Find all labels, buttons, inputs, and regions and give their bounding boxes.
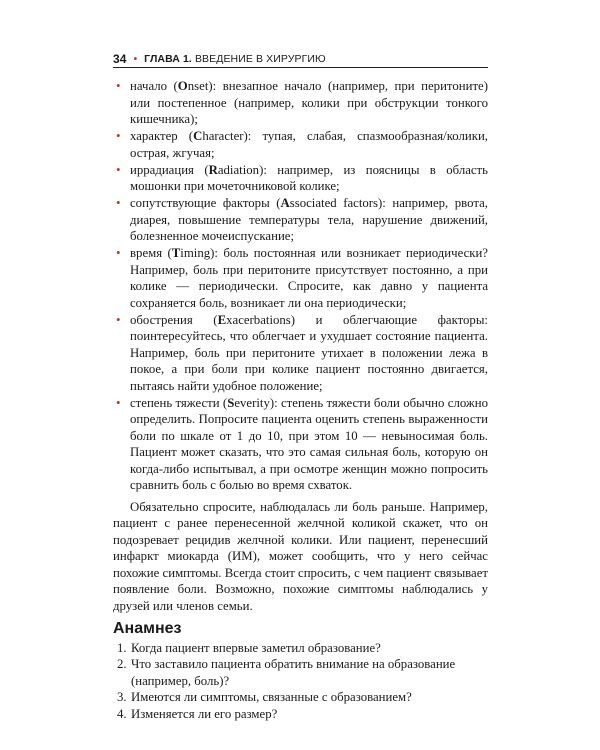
bullet-separator: •: [133, 53, 138, 65]
chapter-label: ГЛАВА 1.: [144, 53, 192, 65]
chapter-title: ВВЕДЕНИЕ В ХИРУРГИЮ: [194, 53, 326, 65]
bullet-icon: •: [116, 128, 121, 143]
anamnesis-questions: [113, 640, 488, 723]
list-item: • начало (Onset): внезапное начало (например, при перитоните) или постепенное (например, колики при обструкции тонкого кишечника);: [116, 78, 488, 126]
list-item: • степень тяжести (Severity): степень тяжести боли обычно сложно определить. Попросите пациента оценить степень выраженности боли по шкале от 1 до 10, при этом 10 — невыносимая боль. Пациент может сказать, что это самая сильная боль, которую он когда-либо испытывал, а при осмотре женщин можно попросить сравнить боль с болью во время схваток.: [116, 394, 488, 492]
question-item: 1. Когда пациент впервые заметил образование?: [117, 640, 381, 655]
bullet-icon: •: [116, 245, 121, 260]
socrates-list: [113, 78, 488, 494]
page-number: 34: [113, 52, 127, 66]
question-item: 2. Что заставило пациента обратить внимание на образование (например, боль)?: [117, 657, 456, 688]
list-item: • характер (Character): тупая, слабая, спазмообразная/колики, острая, жгучая;: [116, 128, 488, 160]
list-item: • сопутствующие факторы (Associated factors): например, рвота, диарея, повышение температуры тела, нарушение движений, болезненное мочеиспускание;: [116, 195, 488, 243]
bullet-icon: •: [116, 394, 121, 410]
list-item: • обострения (Exacerbations) и облегчающие факторы: поинтересуйтесь, что облегчает и ухудшает состояние пациента. Например, боль при перитоните утихает в положении лежа в покое, а при боли при колике пациент постоянно двигается, пытаясь найти удобное положение;: [116, 311, 488, 393]
bullet-icon: •: [116, 195, 121, 210]
question-item: 4. Изменяется ли его размер?: [117, 706, 278, 721]
header-rule: [113, 67, 488, 68]
question-item: 3. Имеются ли симптомы, связанные с образованием?: [117, 690, 412, 704]
page-body: [113, 78, 488, 722]
list-item: • иррадиация (Radiation): например, из поясницы в область мошонки при мочеточниковой колике;: [116, 161, 488, 193]
section-heading: Анамнез: [113, 620, 182, 637]
running-header: [113, 52, 488, 66]
bullet-icon: •: [116, 311, 121, 327]
list-item: • время (Timing): боль постоянная или возникает периодически? Например, боль при перитоните присутствует постоянно, а при колике — периодически. Спросите, как давно у пациента сохраняется боль, возникает ли она периодически;: [116, 245, 488, 310]
body-paragraph: Обязательно спросите, наблюдалась ли боль раньше. Например, пациент с ранее перенесенной желчной коликой скажет, что он подозревает рецидив желчной колики. Или пациент, перенесший инфаркт миокарда (ИМ), может сообщить, что у него сейчас похожие симптомы. Всегда стоит спросить, с чем пациент связывает появление боли. Возможно, похожие симптомы наблюдались у друзей или членов семьи.: [113, 499, 488, 613]
bullet-icon: •: [116, 78, 121, 93]
bullet-icon: •: [116, 161, 121, 177]
